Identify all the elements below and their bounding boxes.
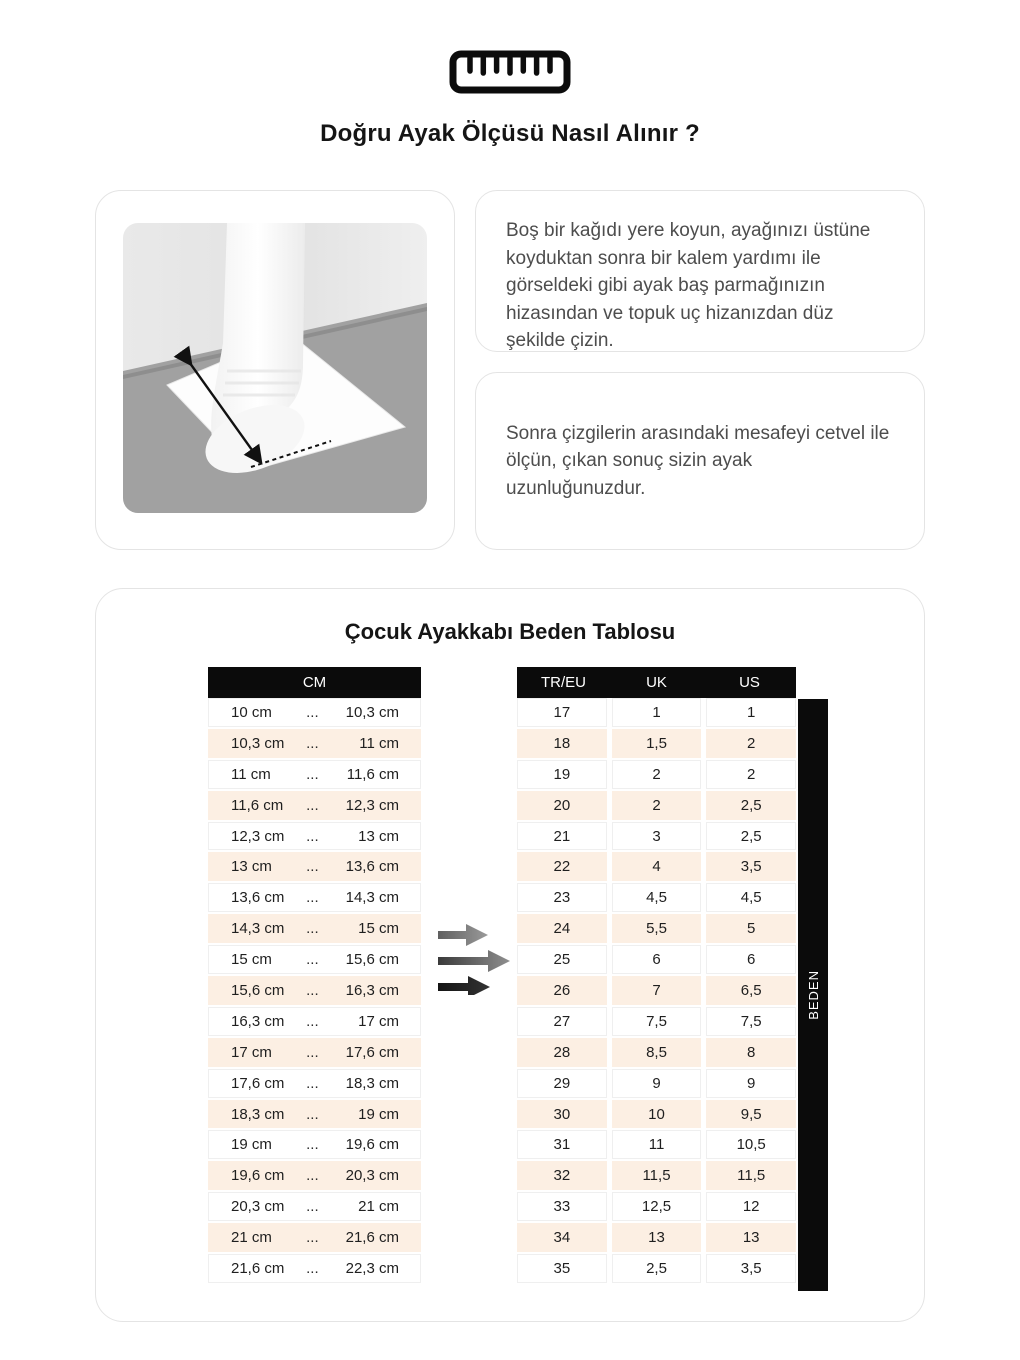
us-value: 3,5 [706,852,796,881]
cm-range-separator: ... [306,796,319,814]
beden-side-bar [798,699,828,1291]
tr-eu-value: 32 [517,1161,607,1190]
cm-from-value: 11,6 cm [231,796,284,814]
cm-table-row [208,698,421,727]
cm-table-row [208,1223,421,1252]
cm-table-row [208,1192,421,1221]
uk-value: 4,5 [612,883,702,912]
cm-to-value: 19,6 cm [345,1136,399,1154]
triple-arrow-icon [434,917,514,1000]
cm-from-value: 16,3 cm [231,1012,285,1030]
cm-table-row [208,945,421,974]
cm-range-separator: ... [306,703,319,721]
size-table-row [517,1254,796,1283]
cm-table-row [208,976,421,1005]
cm-table-header: CM [208,667,421,698]
uk-value: 6 [612,945,702,974]
ruler-icon [449,50,571,99]
cm-to-value: 12,3 cm [345,796,399,814]
cm-range-separator: ... [306,1074,319,1092]
us-value: 10,5 [706,1130,796,1159]
us-value: 2,5 [706,822,796,851]
cm-to-value: 15 cm [358,920,399,938]
cm-table-row [208,1100,421,1129]
tr-eu-value: 25 [517,945,607,974]
uk-value: 9 [612,1069,702,1098]
uk-value: 8,5 [612,1038,702,1067]
cm-table-row [208,1069,421,1098]
cm-range-separator: ... [306,827,319,845]
uk-value: 2 [612,791,702,820]
cm-range-separator: ... [306,765,319,783]
size-table-row [517,760,796,789]
cm-from-value: 17 cm [231,1043,272,1061]
size-table-row [517,698,796,727]
tr-eu-value: 21 [517,822,607,851]
cm-to-value: 21,6 cm [345,1229,399,1247]
size-table-row [517,883,796,912]
cm-range-separator: ... [306,981,319,999]
size-table-row [517,1100,796,1129]
uk-value: 2,5 [612,1254,702,1283]
cm-range-separator: ... [306,1105,319,1123]
size-table-row [517,791,796,820]
cm-to-value: 19 cm [358,1105,399,1123]
cm-to-value: 16,3 cm [345,981,399,999]
cm-from-value: 20,3 cm [231,1198,285,1216]
size-table-row [517,729,796,758]
tr-eu-value: 19 [517,760,607,789]
cm-to-value: 11,6 cm [346,765,399,783]
cm-from-value: 15,6 cm [231,981,285,999]
beden-label: BEDEN [805,970,821,1020]
cm-from-value: 18,3 cm [231,1105,285,1123]
tr-eu-value: 29 [517,1069,607,1098]
tr-eu-value: 30 [517,1100,607,1129]
cm-range-separator: ... [306,920,319,938]
us-value: 6 [706,945,796,974]
size-table-row [517,1192,796,1221]
size-table-body [517,698,796,1283]
us-value: 6,5 [706,976,796,1005]
size-table-header-row [517,667,796,698]
shoe-size-table [517,667,796,1285]
cm-range-separator: ... [306,1198,319,1216]
tr-eu-value: 20 [517,791,607,820]
instruction-cards [475,190,925,550]
tr-eu-value: 17 [517,698,607,727]
cm-from-value: 10,3 cm [231,734,285,752]
uk-value: 11 [612,1130,702,1159]
cm-from-value: 14,3 cm [231,920,285,938]
cm-from-value: 21,6 cm [231,1259,285,1277]
uk-value: 1 [612,698,702,727]
size-table-row [517,852,796,881]
us-value: 2,5 [706,791,796,820]
uk-value: 4 [612,852,702,881]
cm-from-value: 15 cm [231,951,272,969]
size-table-title: Çocuk Ayakkabı Beden Tablosu [344,619,676,644]
tr-eu-value: 26 [517,976,607,1005]
tr-eu-value: 18 [517,729,607,758]
cm-from-value: 19,6 cm [231,1167,285,1185]
cm-to-value: 11 cm [359,734,399,752]
foot-measure-photo-card [95,190,455,550]
header-us: US [739,674,760,691]
cm-range-separator: ... [306,1167,319,1185]
tr-eu-value: 31 [517,1130,607,1159]
cm-table-row [208,852,421,881]
tr-eu-value: 22 [517,852,607,881]
tr-eu-value: 35 [517,1254,607,1283]
tr-eu-value: 27 [517,1007,607,1036]
uk-value: 7,5 [612,1007,702,1036]
cm-to-value: 17 cm [358,1012,399,1030]
tr-eu-value: 33 [517,1192,607,1221]
size-table-row [517,914,796,943]
cm-from-value: 19 cm [231,1136,272,1154]
page-title: Doğru Ayak Ölçüsü Nasıl Alınır ? [320,120,700,147]
size-table-row [517,1161,796,1190]
cm-from-value: 13 cm [231,858,272,876]
cm-to-value: 10,3 cm [345,703,399,721]
tr-eu-value: 24 [517,914,607,943]
header [0,50,1020,99]
cm-range-separator: ... [306,889,319,907]
cm-table-row [208,1254,421,1283]
size-table-row [517,976,796,1005]
cm-to-value: 20,3 cm [345,1167,399,1185]
us-value: 7,5 [706,1007,796,1036]
us-value: 2 [706,760,796,789]
cm-range-table [208,667,421,1285]
instruction-step-2-text: Sonra çizgilerin arasındaki mesafeyi cetvel ile ölçün, çıkan sonuç sizin ayak uzunluğunuzdur. [506,422,890,499]
cm-range-separator: ... [306,1012,319,1030]
uk-value: 13 [612,1223,702,1252]
us-value: 11,5 [706,1161,796,1190]
cm-to-value: 18,3 cm [345,1074,399,1092]
size-table-row [517,1038,796,1067]
size-table-row [517,1007,796,1036]
cm-from-value: 17,6 cm [231,1074,285,1092]
us-value: 13 [706,1223,796,1252]
tr-eu-value: 28 [517,1038,607,1067]
cm-table-row [208,822,421,851]
uk-value: 2 [612,760,702,789]
cm-table-row [208,1007,421,1036]
cm-to-value: 17,6 cm [345,1043,399,1061]
us-value: 9,5 [706,1100,796,1129]
uk-value: 11,5 [612,1161,702,1190]
cm-to-value: 15,6 cm [345,951,399,969]
us-value: 5 [706,914,796,943]
cm-from-value: 10 cm [231,703,272,721]
cm-table-row [208,914,421,943]
cm-table-row [208,791,421,820]
us-value: 9 [706,1069,796,1098]
size-table-row [517,1130,796,1159]
cm-table-row [208,729,421,758]
cm-table-row [208,883,421,912]
us-value: 8 [706,1038,796,1067]
cm-table-row [208,1130,421,1159]
cm-range-separator: ... [306,858,319,876]
header-tr-eu: TR/EU [541,674,586,691]
cm-to-value: 21 cm [358,1198,399,1216]
cm-table-row [208,760,421,789]
cm-to-value: 14,3 cm [345,889,399,907]
instruction-step-1: Boş bir kağıdı yere koyun, ayağınızı üstüne koyduktan sonra bir kalem yardımı ile görseldeki gibi ayak baş parmağınızın hizasından ve topuk uç hizanızdan düz şekilde çizin. [475,190,925,352]
us-value: 3,5 [706,1254,796,1283]
cm-from-value: 12,3 cm [231,827,285,845]
uk-value: 1,5 [612,729,702,758]
cm-to-value: 13 cm [358,827,399,845]
uk-value: 10 [612,1100,702,1129]
size-table-card [95,588,925,1322]
cm-table-row [208,1161,421,1190]
cm-range-separator: ... [306,1229,319,1247]
cm-range-separator: ... [306,1136,319,1154]
instruction-step-2 [475,372,925,550]
size-table-row [517,822,796,851]
cm-table-body [208,698,421,1283]
uk-value: 7 [612,976,702,1005]
uk-value: 5,5 [612,914,702,943]
size-table-row [517,1223,796,1252]
cm-to-value: 13,6 cm [345,858,399,876]
us-value: 12 [706,1192,796,1221]
cm-to-value: 22,3 cm [345,1259,399,1277]
size-table-row [517,1069,796,1098]
uk-value: 12,5 [612,1192,702,1221]
size-table-row [517,945,796,974]
cm-range-separator: ... [306,1259,319,1277]
cm-range-separator: ... [306,1043,319,1061]
cm-from-value: 21 cm [231,1229,272,1247]
cm-range-separator: ... [306,734,319,752]
cm-table-row [208,1038,421,1067]
cm-from-value: 11 cm [231,765,271,783]
us-value: 4,5 [706,883,796,912]
tr-eu-value: 34 [517,1223,607,1252]
tr-eu-value: 23 [517,883,607,912]
cm-from-value: 13,6 cm [231,889,285,907]
cm-range-separator: ... [306,951,319,969]
uk-value: 3 [612,822,702,851]
header-uk: UK [646,674,667,691]
measure-section [95,190,925,550]
us-value: 2 [706,729,796,758]
us-value: 1 [706,698,796,727]
foot-on-paper-photo [123,223,427,518]
